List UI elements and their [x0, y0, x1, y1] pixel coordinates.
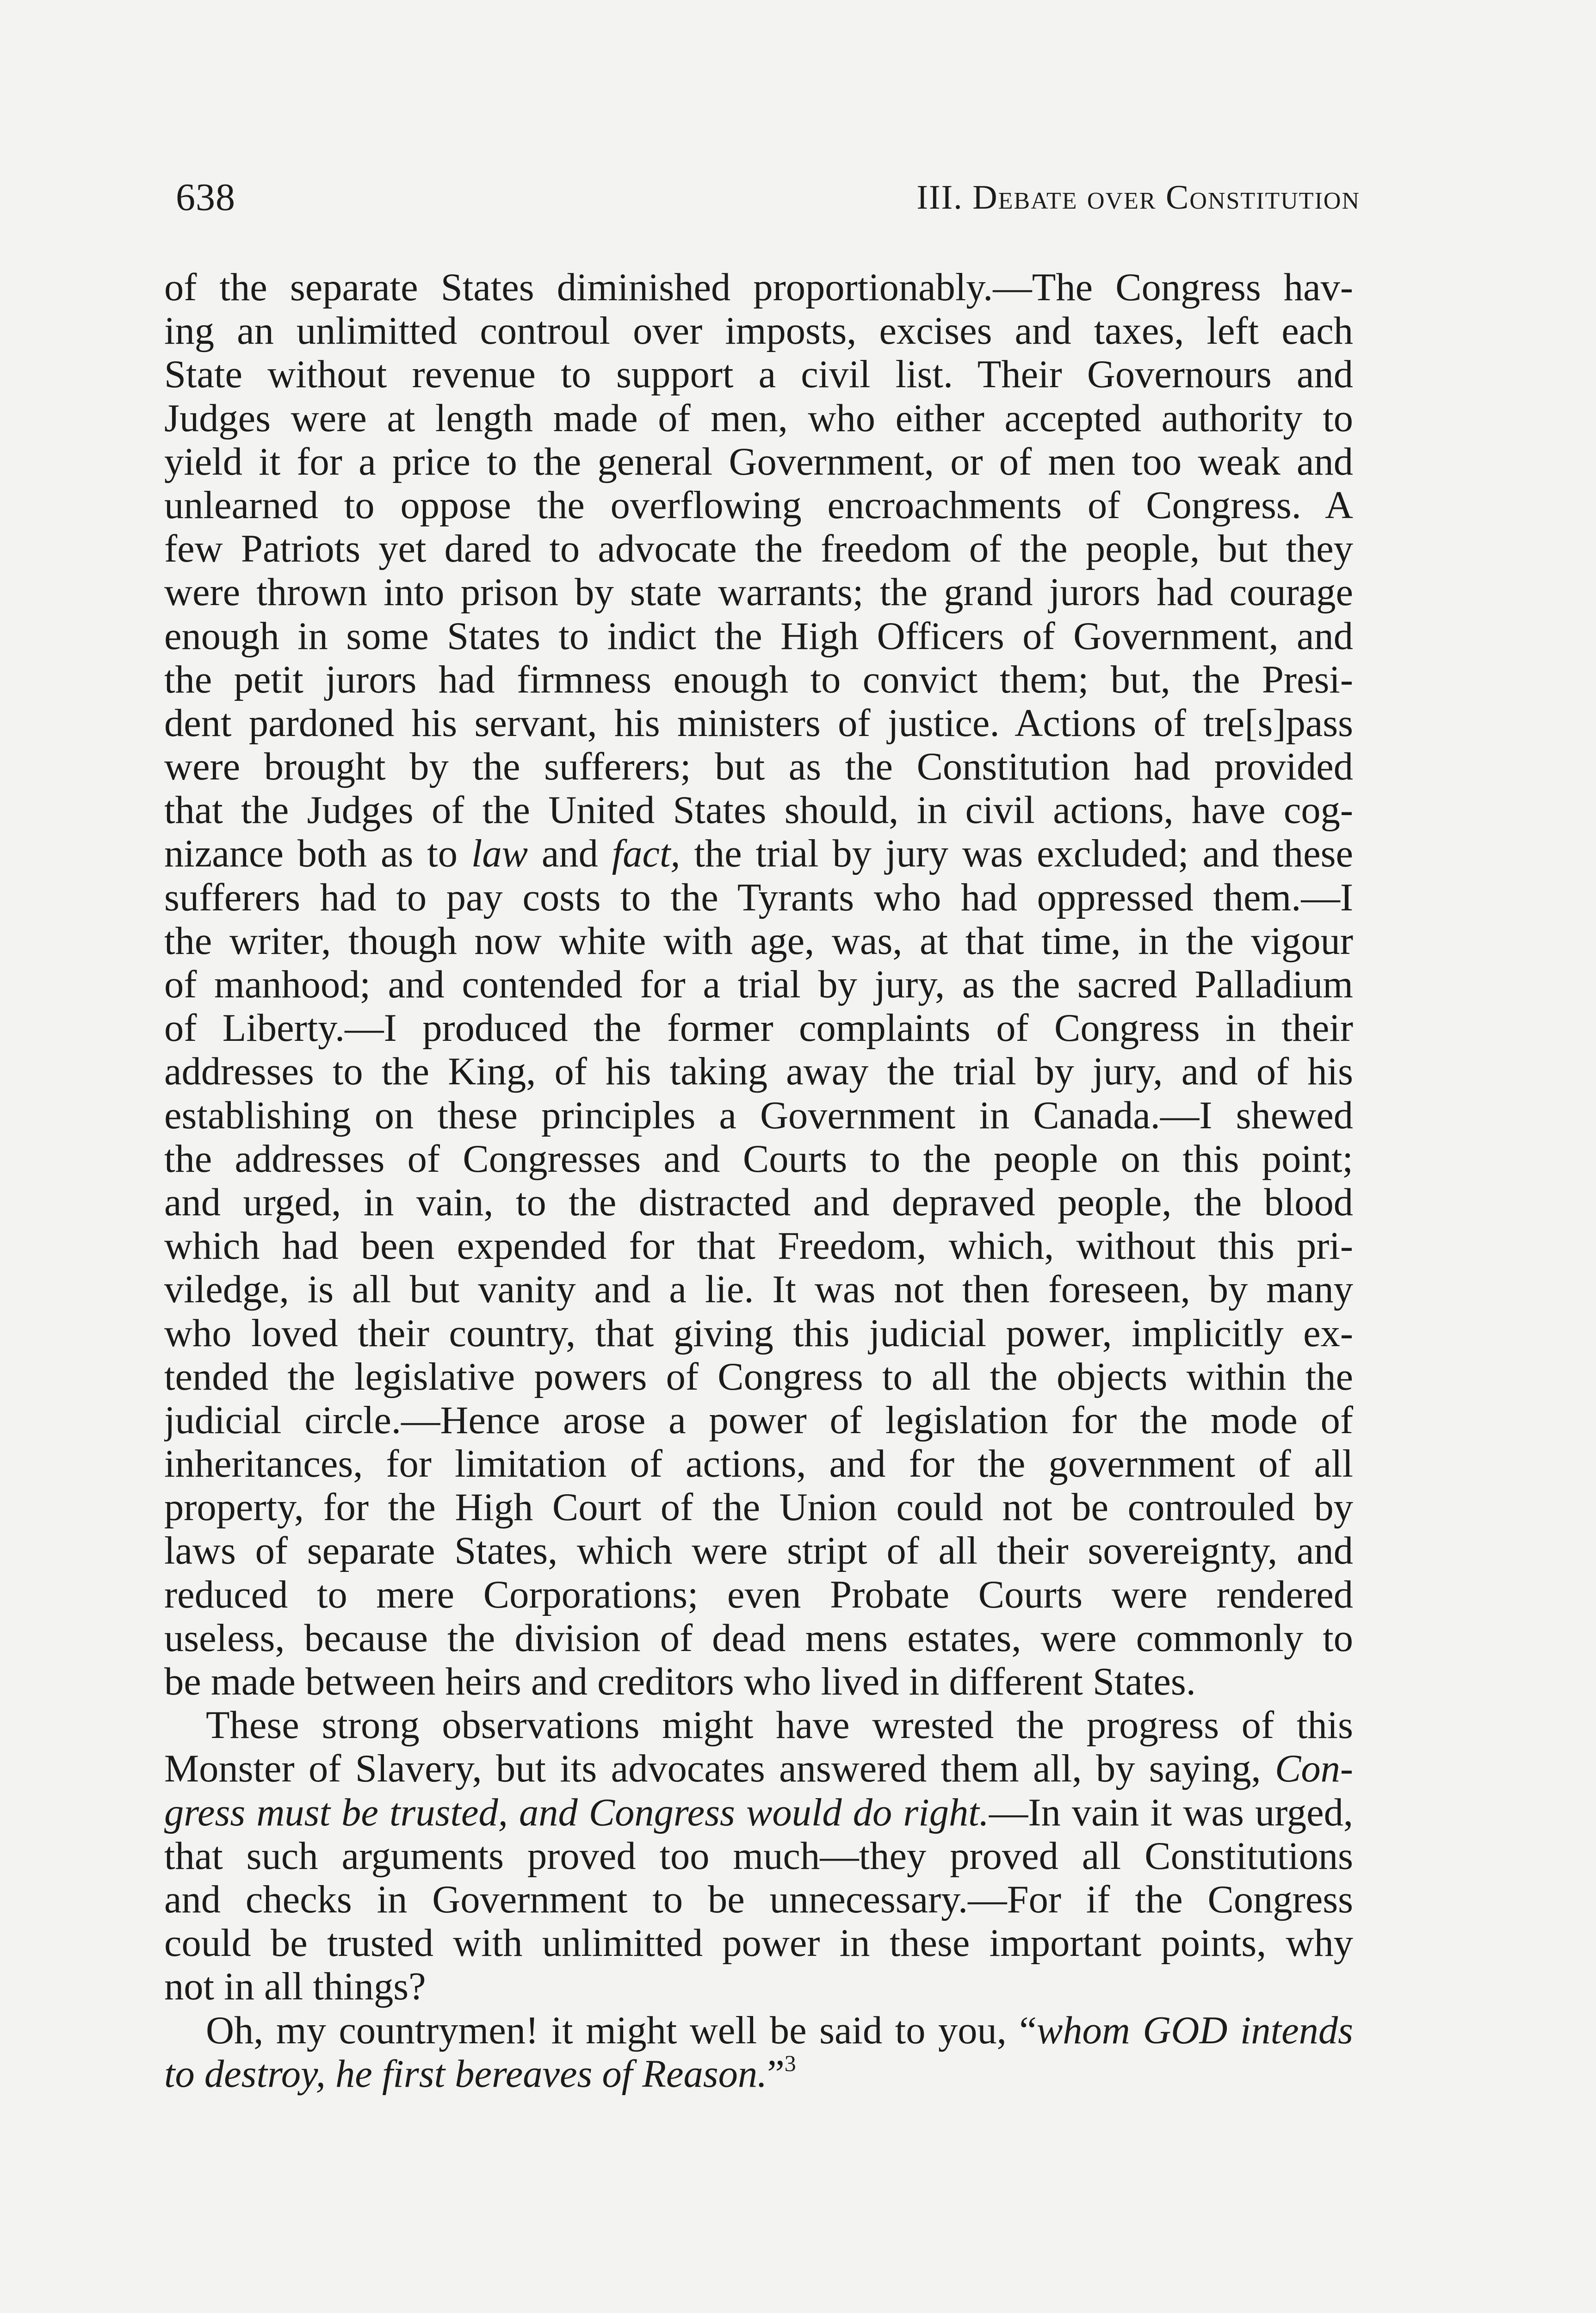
italic-phrase: Con- [1275, 1747, 1353, 1791]
text-line: property, for the High Court of the Union could not be controuled by [164, 1486, 1353, 1529]
text-line: tended the legislative powers of Congress to all the objects within the [164, 1355, 1353, 1398]
text-line: the addresses of Congresses and Courts to the people on this point; [164, 1137, 1353, 1181]
text-line: and checks in Government to be unnecessary.—For if the Congress [164, 1878, 1353, 1921]
body-text [164, 266, 1353, 2096]
text-line: that such arguments proved too much—they proved all Constitutions [164, 1834, 1353, 1878]
text-line: that the Judges of the United States should, in civil actions, have cog- [164, 789, 1353, 832]
text-line: unlearned to oppose the overflowing encroachments of Congress. A [164, 483, 1353, 527]
text-line: the petit jurors had firmness enough to convict them; but, the Presi- [164, 658, 1353, 701]
text-line: judicial circle.—Hence arose a power of legislation for the mode of [164, 1398, 1353, 1442]
text-line: State without revenue to support a civil list. Their Governours and [164, 353, 1353, 396]
text-line: establishing on these principles a Government in Canada.—I shewed [164, 1094, 1353, 1137]
text-line: useless, because the division of dead mens estates, were commonly to [164, 1616, 1353, 1660]
text-line: and urged, in vain, to the distracted and depraved people, the blood [164, 1181, 1353, 1224]
text-line: ing an unlimitted controul over imposts, excises and taxes, left each [164, 309, 1353, 353]
text-line: not in all things? [164, 1965, 426, 2009]
text-line: who loved their country, that giving this judicial power, implicitly ex- [164, 1311, 1353, 1355]
text-line: enough in some States to indict the High Officers of Government, and [164, 614, 1353, 658]
italic-quote: whom GOD intends [1036, 2009, 1353, 2052]
text-line: the writer, though now white with age, was, at that time, in the vigour [164, 919, 1353, 963]
text-line: These strong observations might have wrested the progress of this [206, 1704, 1353, 1747]
text-line: be made between heirs and creditors who lived in different States. [164, 1660, 1196, 1703]
text-line: dent pardoned his servant, his ministers of justice. Actions of tre[s]pass [164, 701, 1353, 745]
text-line: could be trusted with unlimitted power in these important points, why [164, 1922, 1353, 1965]
page-header [176, 172, 1360, 223]
text-line: Monster of Slavery, but its advocates answered them all, by saying, Con- [164, 1747, 1353, 1791]
italic-phrase: gress must be trusted, and Congress would do right. [164, 1791, 989, 1834]
running-head: III. Debate over Constitution [916, 179, 1360, 216]
text-line: yield it for a price to the general Government, or of men too weak and [164, 440, 1353, 483]
text-line: reduced to mere Corporations; even Probate Courts were rendered [164, 1573, 1353, 1616]
text-line: sufferers had to pay costs to the Tyrants who had oppressed them.—I [164, 876, 1353, 919]
text-line: to destroy, he first bereaves of Reason.”$^3$ [164, 2053, 1353, 2096]
text-line: of the separate States diminished proportionably.—The Congress hav- [164, 266, 1353, 309]
text-line: were thrown into prison by state warrants; the grand jurors had courage [164, 571, 1353, 614]
text-line: viledge, is all but vanity and a lie. It was not then foreseen, by many [164, 1268, 1353, 1311]
text-line: inheritances, for limitation of actions, and for the government of all [164, 1442, 1353, 1486]
text-line: few Patriots yet dared to advocate the freedom of the people, but they [164, 527, 1353, 571]
italic-term: law [471, 832, 528, 876]
text-line: Judges were at length made of men, who either accepted authority to [164, 396, 1353, 440]
text-line: of manhood; and contended for a trial by jury, as the sacred Palladium [164, 963, 1353, 1006]
text-line: nizance both as to law and fact, the trial by jury was excluded; and these [164, 832, 1353, 876]
text-line: Oh, my countrymen! it might well be said to you, “whom GOD intends [206, 2009, 1353, 2052]
text-line: of Liberty.—I produced the former complaints of Congress in their [164, 1007, 1353, 1050]
text-line: gress must be trusted, and Congress would do right.—In vain it was urged, [164, 1791, 1353, 1834]
text-line: addresses to the King, of his taking away the trial by jury, and of his [164, 1050, 1353, 1094]
italic-quote: to destroy, he first bereaves of Reason. [164, 2052, 767, 2096]
italic-term: fact, [612, 832, 680, 876]
text-line: were brought by the sufferers; but as the Constitution had provided [164, 745, 1353, 789]
footnote-marker: 3 [784, 2052, 796, 2076]
text-line: which had been expended for that Freedom, which, without this pri- [164, 1225, 1353, 1268]
text-line: laws of separate States, which were stript of all their sovereignty, and [164, 1529, 1353, 1573]
page-number: 638 [176, 176, 235, 219]
